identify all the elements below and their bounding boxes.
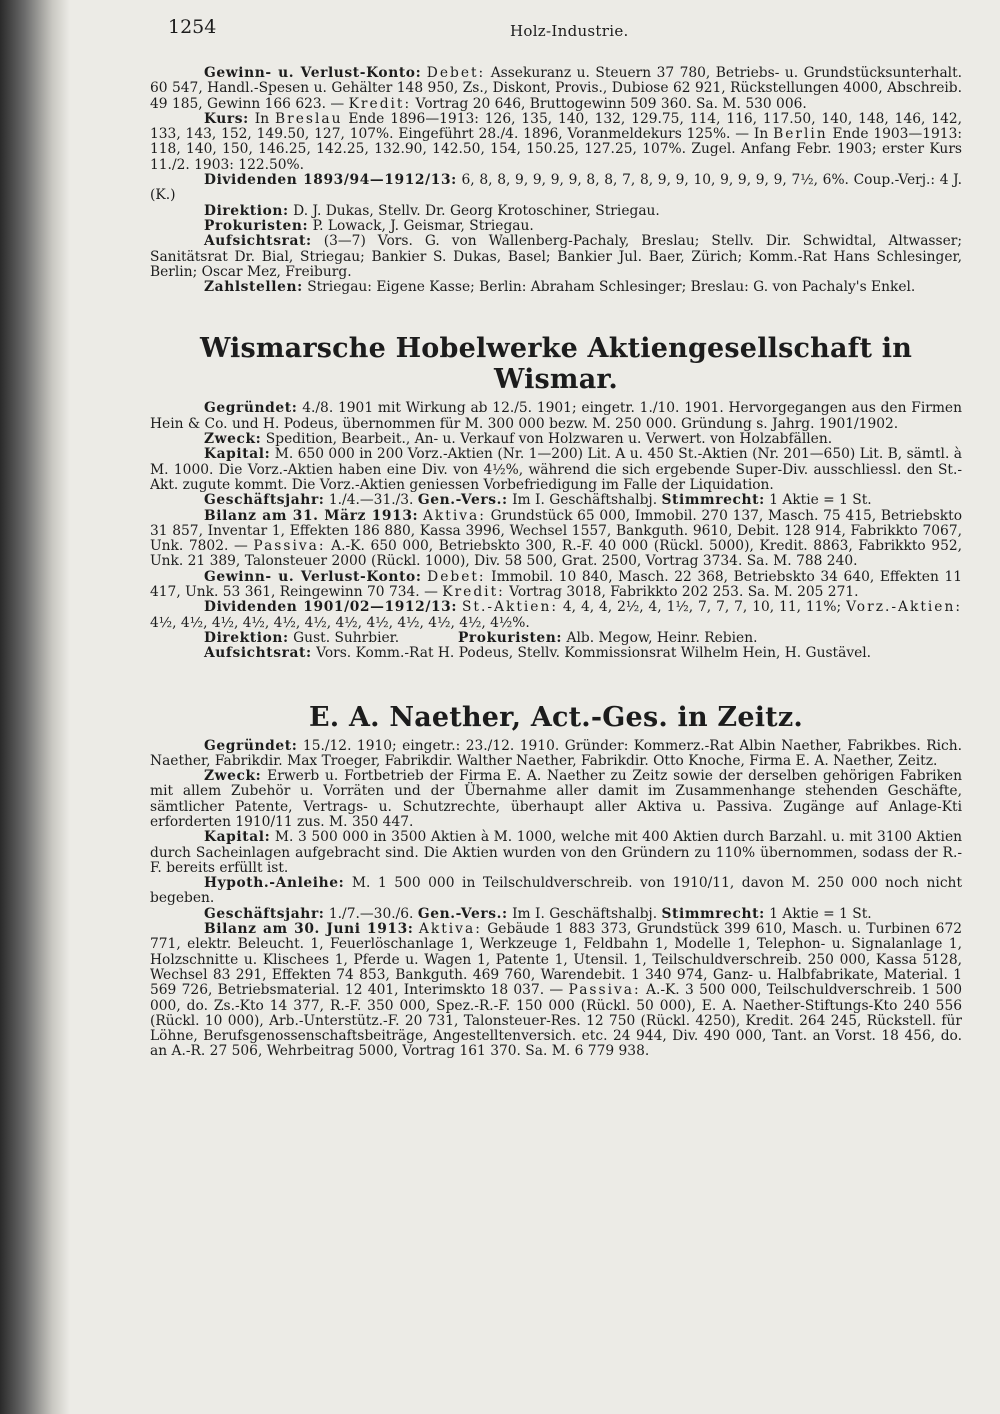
capital-paragraph	[150, 830, 962, 876]
kurs-paragraph	[150, 112, 962, 173]
paying-agents-label: Zahlstellen:	[204, 279, 303, 296]
mortgage-loan-label: Hypoth.-Anleihe:	[204, 875, 345, 892]
dividends-vorz-label: Vorz.-Aktien:	[846, 599, 962, 616]
procurists-paragraph	[150, 219, 962, 234]
board-paragraph	[150, 234, 962, 280]
guv-debet-label: Debet:	[427, 568, 486, 585]
voting-right-text: 1 Aktie = 1 St.	[769, 492, 872, 509]
passiva-label: Passiva:	[253, 538, 326, 555]
procurists-label: Prokuristen:	[457, 629, 563, 646]
capital-text: M. 650 000 in 200 Vorz.-Aktien (Nr. 1—200) Lit. A u. 450 St.-Aktien (Nr. 201—650) Lit. B, sämtl. à M. 1000. Die Vorz.-Aktien haben eine Div. von 4½%, während die sich ergebende Super-Div. ausschliessl. den St.-Akt. zugute kommt. Die Vorz.-Aktien geniessen Vorbefriedigung im Falle der Liquidation.	[150, 446, 962, 493]
guv-text: Vortrag 3018, Fabrikkto 202 253. Sa. M. 205 271.	[509, 584, 859, 601]
fiscal-year-paragraph	[150, 493, 962, 508]
guv-paragraph	[150, 570, 962, 601]
guv-text: Immobil. 10 840, Masch. 22 368, Betriebskto 34 640, Effekten 11 417, Unk. 53 361, Reingewinn 70 734. —	[150, 568, 962, 601]
book-spine-shadow	[0, 0, 70, 1414]
procurists-text: P. Lowack, J. Geismar, Striegau.	[312, 217, 534, 234]
mortgage-loan-paragraph	[150, 876, 962, 907]
fiscal-year-paragraph	[150, 907, 962, 922]
guv-label: Gewinn- u. Verlust-Konto:	[204, 65, 422, 81]
purpose-label: Zweck:	[204, 431, 262, 448]
founded-label: Gegründet:	[204, 737, 298, 754]
balance-text: A.-K. 650 000, Betriebskto 300, R.-F. 40 000 (Rückl. 5000), Kredit. 8863, Fabrikkto 952, Unk. 21 389, Talonsteuer 2000 (Rückl. 1000), Div. 58 500, Grat. 2500, Vortrag 3734. Sa. M. 788 240.	[150, 538, 962, 570]
passiva-label: Passiva:	[568, 982, 641, 999]
balance-label: Bilanz am 31. März 1913:	[204, 507, 419, 524]
paying-agents-text: Striegau: Eigene Kasse; Berlin: Abraham Schlesinger; Breslau: G. von Pachaly's Enkel.	[307, 279, 916, 296]
board-text: Vors. Komm.-Rat H. Podeus, Stellv. Kommissionsrat Wilhelm Hein, H. Gustävel.	[316, 645, 872, 662]
section-naether	[150, 702, 962, 1060]
dividends-st-label: St.-Aktien:	[461, 599, 558, 616]
general-meeting-label: Gen.-Vers.:	[417, 492, 508, 509]
aktiva-label: Aktiva:	[422, 507, 486, 524]
purpose-text: Erwerb u. Fortbetrieb der Firma E. A. Naether zu Zeitz sowie der derselben gehörigen Fabriken mit allem Zubehör u. Vorräten und der Übernahme aller damit im Zusammenhange stehenden Geschäfte, sämtlicher Patente, Vertrags- u. Schutzrechte, überhaupt aller Aktiva u. Passiva. Zugänge auf Anlage-Kti erforderten 1910/11 zus. M. 350 447.	[150, 768, 962, 830]
balance-paragraph	[150, 922, 962, 1060]
guv-label: Gewinn- u. Verlust-Konto:	[204, 568, 422, 585]
dividends-text: 6, 8, 8, 9, 9, 9, 9, 8, 8, 7, 8, 9, 9, 10, 9, 9, 9, 9, 7½, 6%. Coup.-Verj.: 4 J. (K.)	[150, 172, 962, 204]
fiscal-year-label: Geschäftsjahr:	[204, 492, 325, 509]
founded-label: Gegründet:	[204, 400, 298, 417]
kurs-text: Ende 1903—1913: 118, 140, 150, 146.25, 142.25, 132.90, 142.50, 154, 150.25, 127.25, 107%. Zugel. Anfang Febr. 1903; erster Kurs 11./2. 1903: 122.50%.	[150, 126, 962, 173]
guv-debet-label: Debet:	[426, 65, 486, 81]
guv-paragraph	[150, 66, 962, 112]
guv-text: Assekuranz u. Steuern 37 780, Betriebs- u. Grundstücksunterhalt. 60 547, Handl.-Spesen u. Gehälter 148 950, Zs., Diskont, Provis., Dubiose 62 921, Rückstellungen 4000, Abschreib. 49 185, Gewinn 166 623. —	[150, 65, 962, 112]
balance-text: Grundstück 65 000, Immobil. 270 137, Masch. 75 415, Betriebskto 31 857, Inventar 1, Effekten 186 880, Kassa 3996, Wechsel 1557, Bankguth. 9610, Debit. 128 914, Fabrikkto 7067, Unk. 7802. —	[150, 507, 962, 555]
running-title: Holz-Industrie.	[510, 22, 629, 40]
founded-text: 4./8. 1901 mit Wirkung ab 12./5. 1901; eingetr. 1./10. 1901. Hervorgegangen aus den Firmen Hein & Co. und H. Podeus, übernommen für M. 300 000 bezw. M. 250 000. Gründung s. Jahrg. 1901/1902.	[150, 400, 962, 432]
capital-label: Kapital:	[204, 829, 271, 846]
aktiva-label: Aktiva:	[418, 921, 482, 938]
company-title: E. A. Naether, Act.-Ges. in Zeitz.	[309, 701, 803, 733]
general-meeting-label: Gen.-Vers.:	[417, 905, 508, 922]
board-label: Aufsichtsrat:	[204, 645, 312, 662]
procurists-label: Prokuristen:	[204, 217, 309, 234]
voting-right-label: Stimmrecht:	[661, 905, 765, 922]
direction-label: Direktion:	[204, 202, 289, 219]
direction-text: Gust. Suhrbier.	[293, 629, 400, 646]
capital-text: M. 3 500 000 in 3500 Aktien à M. 1000, welche mit 400 Aktien durch Barzahl. u. mit 3100 Aktien durch Sacheinlagen aufgebracht sind. Die Aktien wurden von den Gründern zu 110% übernommen, sodass der R.-F. bereits erfüllt ist.	[150, 829, 962, 876]
kurs-text: In	[254, 110, 270, 127]
fiscal-year-text: 1./7.—30./6.	[328, 905, 414, 922]
purpose-paragraph	[150, 432, 962, 447]
dividends-label: Dividenden 1893/94—1912/13:	[204, 172, 457, 189]
general-meeting-text: Im I. Geschäftshalbj.	[512, 492, 658, 509]
board-paragraph	[150, 646, 962, 661]
balance-paragraph	[150, 509, 962, 570]
balance-text: Gebäude 1 883 373, Grundstück 399 610, Masch. u. Turbinen 672 771, elektr. Beleucht. 1, Feuerlöschanlage 1, Werkzeuge 1, Feldbahn 1, Modelle 1, Telephon- u. Signalanlage 1, Holzschnitte u. Klischees 1, Pferde u. Wagen 1, Patente 1, Utensil. 1, Teilschuldverschreib. 250 000, Kassa 5128, Wechsel 83 291, Effekten 74 853, Bankguth. 469 760, Warendebit. 1 340 974, Ganz- u. Halbfabrikate, Material. 1 569 726, Betriebsmaterial. 12 401, Interimskto 18 037. —	[150, 921, 962, 999]
purpose-label: Zweck:	[204, 768, 262, 785]
dividends-text: 4, 4, 4, 2½, 4, 1½, 7, 7, 7, 10, 11, 11%;	[562, 599, 842, 616]
board-text: (3—7) Vors. G. von Wallenberg-Pachaly, Breslau; Stellv. Dir. Schwidtal, Altwasser; Sanitätsrat Dr. Bial, Striegau; Bankier S. Dukas, Basel; Bankier Jul. Baer, Zürich; Komm.-Rat Hans Schlesinger, Berlin; Oscar Mez, Freiburg.	[150, 233, 962, 280]
dividends-text: 4½, 4½, 4½, 4½, 4½, 4½, 4½, 4½, 4½, 4½, 4½, 4½%.	[150, 614, 530, 631]
direction-text: D. J. Dukas, Stellv. Dr. Georg Krotoschiner, Striegau.	[293, 202, 660, 219]
dividends-paragraph	[150, 600, 962, 631]
balance-label: Bilanz am 30. Juni 1913:	[204, 921, 414, 938]
voting-right-label: Stimmrecht:	[661, 492, 765, 509]
balance-text: A.-K. 3 500 000, Teilschuldverschreib. 1 500 000, do. Zs.-Kto 14 377, R.-F. 350 000, Spez.-R.-F. 150 000 (Rückl. 50 000), E. A. Naether-Stiftungs-Kto 240 556 (Rückl. 10 000), Arb.-Unterstütz.-F. 20 731, Talonsteuer-Res. 12 750 (Rückl. 4250), Kredit. 264 245, Rückstell. für Löhne, Berufsgenossenschaftsbeiträge, Angestelltenversich. etc. 24 944, Div. 490 000, Tant. an Vorst. 18 456, do. an A.-R. 27 506, Wehrbeitrag 5000, Vortrag 161 370. Sa. M. 6 779 938.	[150, 982, 962, 1060]
dividends-label: Dividenden 1901/02—1912/13:	[204, 599, 458, 616]
guv-kredit-label: Kredit:	[348, 95, 412, 112]
direction-label: Direktion:	[204, 629, 289, 646]
board-label: Aufsichtsrat:	[204, 233, 312, 250]
fiscal-year-label: Geschäftsjahr:	[204, 905, 325, 922]
purpose-text: Spedition, Bearbeit., An- u. Verkauf von Holzwaren u. Verwert. von Holzabfällen.	[265, 431, 833, 448]
general-meeting-text: Im I. Geschäftshalbj.	[512, 905, 658, 922]
kurs-place: Breslau	[274, 110, 343, 127]
capital-paragraph	[150, 447, 962, 493]
section-wismarsche-hobelwerke	[150, 333, 962, 661]
page-header	[150, 16, 962, 46]
guv-text: Vortrag 20 646, Bruttogewinn 509 360. Sa. M. 530 006.	[415, 95, 807, 112]
kurs-label: Kurs:	[204, 110, 249, 127]
kurs-text: Ende 1896—1913: 126, 135, 140, 132, 129.75, 114, 116, 117.50, 140, 148, 146, 142, 133, 143, 152, 149.50, 127, 107%. Eingeführt 28./4. 1896, Voranmeldekurs 125%. — In	[150, 110, 962, 143]
company-title: Wismarsche Hobelwerke Aktiengesellschaft in Wismar.	[199, 333, 913, 396]
paying-agents-paragraph	[150, 280, 962, 295]
founded-text: 15./12. 1910; eingetr.: 23./12. 1910. Gründer: Kommerz.-Rat Albin Naether, Fabrikbes. Rich. Naether, Fabrikdir. Max Troeger, Fabrikdir. Walther Naether, Fabrikdir. Otto Knoche, Firma E. A. Naether, Zeitz.	[150, 737, 962, 769]
founded-paragraph	[150, 401, 962, 432]
founded-paragraph	[150, 739, 962, 770]
page-number: 1254	[168, 16, 217, 38]
dividends-paragraph	[150, 173, 962, 204]
section-continuation	[150, 66, 962, 295]
voting-right-text: 1 Aktie = 1 St.	[769, 905, 872, 922]
guv-kredit-label: Kredit:	[442, 584, 505, 601]
kurs-place: Berlin	[773, 126, 828, 143]
procurists-text: Alb. Megow, Heinr. Rebien.	[566, 629, 758, 646]
fiscal-year-text: 1./4.—31./3.	[328, 492, 414, 509]
page	[150, 16, 962, 1396]
direction-paragraph	[150, 631, 962, 646]
mortgage-loan-text: M. 1 500 000 in Teilschuldverschreib. von 1910/11, davon M. 250 000 noch nicht begeben.	[150, 875, 962, 907]
purpose-paragraph	[150, 769, 962, 830]
capital-label: Kapital:	[204, 446, 271, 463]
direction-paragraph	[150, 204, 962, 219]
